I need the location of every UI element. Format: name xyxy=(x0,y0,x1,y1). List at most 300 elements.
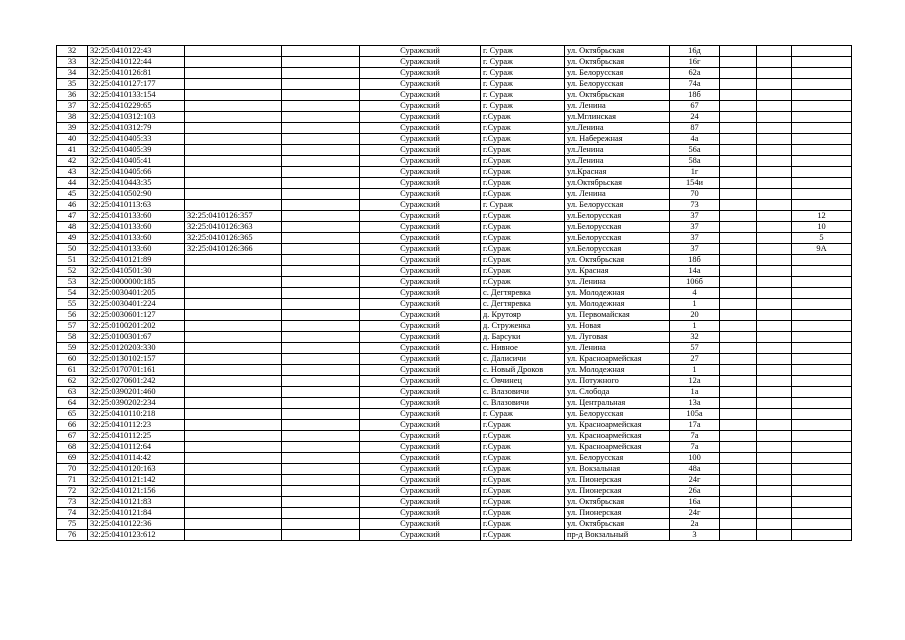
settlement-cell: г.Сураж xyxy=(481,167,565,178)
street-cell: ул.Белорусская xyxy=(565,244,670,255)
related-cadastral-cell xyxy=(185,123,282,134)
related-cadastral-cell xyxy=(185,200,282,211)
extra-cell-1 xyxy=(720,244,757,255)
street-cell: ул. Октябрьская xyxy=(565,46,670,57)
related-cadastral-cell xyxy=(185,475,282,486)
house-number-cell: 37 xyxy=(670,211,720,222)
apartment-cell: 12 xyxy=(792,211,852,222)
extra-cell-1 xyxy=(720,68,757,79)
blank-cell xyxy=(282,244,360,255)
extra-cell-2 xyxy=(757,90,792,101)
district-cell: Суражский xyxy=(360,222,481,233)
apartment-cell xyxy=(792,453,852,464)
row-number-cell: 67 xyxy=(57,431,88,442)
street-cell: ул. Белорусская xyxy=(565,200,670,211)
extra-cell-1 xyxy=(720,189,757,200)
settlement-cell: д. Барсуки xyxy=(481,332,565,343)
apartment-cell xyxy=(792,255,852,266)
table-row xyxy=(57,189,852,200)
cadastral-number-cell: 32:25:0410405:39 xyxy=(88,145,185,156)
apartment-cell xyxy=(792,530,852,541)
house-number-cell: 2а xyxy=(670,519,720,530)
cadastral-number-cell: 32:25:0410121:142 xyxy=(88,475,185,486)
table-row xyxy=(57,420,852,431)
house-number-cell: 13а xyxy=(670,398,720,409)
settlement-cell: д. Струженка xyxy=(481,321,565,332)
extra-cell-2 xyxy=(757,497,792,508)
related-cadastral-cell xyxy=(185,255,282,266)
house-number-cell: 100 xyxy=(670,453,720,464)
house-number-cell: 37 xyxy=(670,244,720,255)
cadastral-number-cell: 32:25:0410405:33 xyxy=(88,134,185,145)
blank-cell xyxy=(282,519,360,530)
street-cell: ул. Октябрьская xyxy=(565,90,670,101)
settlement-cell: г.Сураж xyxy=(481,255,565,266)
row-number-cell: 50 xyxy=(57,244,88,255)
row-number-cell: 56 xyxy=(57,310,88,321)
street-cell: ул. Октябрьская xyxy=(565,519,670,530)
cadastral-number-cell: 32:25:0120203:330 xyxy=(88,343,185,354)
cadastral-number-cell: 32:25:0270601:242 xyxy=(88,376,185,387)
street-cell: ул. Октябрьская xyxy=(565,497,670,508)
cadastral-number-cell: 32:25:0410120:163 xyxy=(88,464,185,475)
district-cell: Суражский xyxy=(360,530,481,541)
apartment-cell xyxy=(792,332,852,343)
settlement-cell: с. Дегтяревка xyxy=(481,288,565,299)
apartment-cell xyxy=(792,189,852,200)
row-number-cell: 61 xyxy=(57,365,88,376)
related-cadastral-cell xyxy=(185,530,282,541)
row-number-cell: 51 xyxy=(57,255,88,266)
extra-cell-2 xyxy=(757,332,792,343)
table-row xyxy=(57,409,852,420)
table-row xyxy=(57,288,852,299)
street-cell: ул. Молодежная xyxy=(565,365,670,376)
cadastral-number-cell: 32:25:0410405:66 xyxy=(88,167,185,178)
street-cell: ул. Белорусская xyxy=(565,453,670,464)
settlement-cell: г.Сураж xyxy=(481,508,565,519)
district-cell: Суражский xyxy=(360,387,481,398)
apartment-cell xyxy=(792,277,852,288)
settlement-cell: с. Новый Дроков xyxy=(481,365,565,376)
related-cadastral-cell xyxy=(185,398,282,409)
extra-cell-2 xyxy=(757,486,792,497)
blank-cell xyxy=(282,530,360,541)
extra-cell-1 xyxy=(720,486,757,497)
extra-cell-1 xyxy=(720,321,757,332)
blank-cell xyxy=(282,398,360,409)
district-cell: Суражский xyxy=(360,68,481,79)
table-row xyxy=(57,68,852,79)
district-cell: Суражский xyxy=(360,442,481,453)
blank-cell xyxy=(282,442,360,453)
blank-cell xyxy=(282,497,360,508)
apartment-cell xyxy=(792,46,852,57)
apartment-cell xyxy=(792,519,852,530)
house-number-cell: 74а xyxy=(670,79,720,90)
settlement-cell: г.Сураж xyxy=(481,211,565,222)
apartment-cell xyxy=(792,343,852,354)
house-number-cell: 7а xyxy=(670,442,720,453)
extra-cell-2 xyxy=(757,519,792,530)
street-cell: ул. Молодежная xyxy=(565,288,670,299)
house-number-cell: 24г xyxy=(670,508,720,519)
settlement-cell: г. Сураж xyxy=(481,409,565,420)
related-cadastral-cell: 32:25:0410126:363 xyxy=(185,222,282,233)
blank-cell xyxy=(282,233,360,244)
extra-cell-1 xyxy=(720,288,757,299)
district-cell: Суражский xyxy=(360,90,481,101)
district-cell: Суражский xyxy=(360,57,481,68)
apartment-cell xyxy=(792,442,852,453)
table-row xyxy=(57,112,852,123)
row-number-cell: 69 xyxy=(57,453,88,464)
district-cell: Суражский xyxy=(360,508,481,519)
table-row xyxy=(57,222,852,233)
street-cell: ул.Белорусская xyxy=(565,211,670,222)
extra-cell-2 xyxy=(757,530,792,541)
related-cadastral-cell xyxy=(185,420,282,431)
row-number-cell: 73 xyxy=(57,497,88,508)
row-number-cell: 58 xyxy=(57,332,88,343)
extra-cell-2 xyxy=(757,167,792,178)
table-row xyxy=(57,255,852,266)
extra-cell-1 xyxy=(720,266,757,277)
district-cell: Суражский xyxy=(360,244,481,255)
blank-cell xyxy=(282,288,360,299)
related-cadastral-cell xyxy=(185,101,282,112)
blank-cell xyxy=(282,145,360,156)
apartment-cell xyxy=(792,464,852,475)
cadastral-number-cell: 32:25:0390201:460 xyxy=(88,387,185,398)
related-cadastral-cell xyxy=(185,57,282,68)
district-cell: Суражский xyxy=(360,233,481,244)
table-row xyxy=(57,387,852,398)
settlement-cell: г. Сураж xyxy=(481,90,565,101)
row-number-cell: 68 xyxy=(57,442,88,453)
row-number-cell: 39 xyxy=(57,123,88,134)
house-number-cell: 16г xyxy=(670,57,720,68)
blank-cell xyxy=(282,343,360,354)
row-number-cell: 71 xyxy=(57,475,88,486)
apartment-cell xyxy=(792,145,852,156)
cadastral-number-cell: 32:25:0410122:43 xyxy=(88,46,185,57)
related-cadastral-cell xyxy=(185,376,282,387)
extra-cell-2 xyxy=(757,354,792,365)
blank-cell xyxy=(282,167,360,178)
cadastral-number-cell: 32:25:0410121:83 xyxy=(88,497,185,508)
apartment-cell xyxy=(792,321,852,332)
related-cadastral-cell xyxy=(185,409,282,420)
row-number-cell: 41 xyxy=(57,145,88,156)
row-number-cell: 33 xyxy=(57,57,88,68)
settlement-cell: г.Сураж xyxy=(481,156,565,167)
apartment-cell xyxy=(792,497,852,508)
extra-cell-1 xyxy=(720,431,757,442)
house-number-cell: 48а xyxy=(670,464,720,475)
district-cell: Суражский xyxy=(360,475,481,486)
related-cadastral-cell xyxy=(185,343,282,354)
blank-cell xyxy=(282,310,360,321)
cadastral-number-cell: 32:25:0000000:185 xyxy=(88,277,185,288)
settlement-cell: г.Сураж xyxy=(481,486,565,497)
extra-cell-1 xyxy=(720,530,757,541)
table-row xyxy=(57,442,852,453)
house-number-cell: 3 xyxy=(670,530,720,541)
cadastral-number-cell: 32:25:0410123:612 xyxy=(88,530,185,541)
extra-cell-1 xyxy=(720,442,757,453)
extra-cell-2 xyxy=(757,200,792,211)
row-number-cell: 70 xyxy=(57,464,88,475)
cadastral-number-cell: 32:25:0410110:218 xyxy=(88,409,185,420)
row-number-cell: 57 xyxy=(57,321,88,332)
extra-cell-1 xyxy=(720,233,757,244)
settlement-cell: г. Сураж xyxy=(481,57,565,68)
table-row xyxy=(57,46,852,57)
district-cell: Суражский xyxy=(360,211,481,222)
district-cell: Суражский xyxy=(360,343,481,354)
related-cadastral-cell xyxy=(185,178,282,189)
extra-cell-1 xyxy=(720,222,757,233)
house-number-cell: 24г xyxy=(670,475,720,486)
blank-cell xyxy=(282,123,360,134)
apartment-cell xyxy=(792,376,852,387)
row-number-cell: 36 xyxy=(57,90,88,101)
extra-cell-2 xyxy=(757,409,792,420)
blank-cell xyxy=(282,189,360,200)
apartment-cell xyxy=(792,486,852,497)
extra-cell-1 xyxy=(720,464,757,475)
cadastral-number-cell: 32:25:0410443:35 xyxy=(88,178,185,189)
apartment-cell: 5 xyxy=(792,233,852,244)
row-number-cell: 72 xyxy=(57,486,88,497)
apartment-cell xyxy=(792,299,852,310)
house-number-cell: 87 xyxy=(670,123,720,134)
street-cell: ул. Вокзальная xyxy=(565,464,670,475)
cadastral-number-cell: 32:25:0410133:60 xyxy=(88,233,185,244)
table-row xyxy=(57,134,852,145)
extra-cell-2 xyxy=(757,431,792,442)
blank-cell xyxy=(282,277,360,288)
related-cadastral-cell xyxy=(185,387,282,398)
row-number-cell: 52 xyxy=(57,266,88,277)
extra-cell-1 xyxy=(720,90,757,101)
house-number-cell: 1а xyxy=(670,387,720,398)
apartment-cell xyxy=(792,57,852,68)
district-cell: Суражский xyxy=(360,365,481,376)
row-number-cell: 44 xyxy=(57,178,88,189)
apartment-cell xyxy=(792,200,852,211)
cadastral-number-cell: 32:25:0170701:161 xyxy=(88,365,185,376)
cadastral-number-cell: 32:25:0100201:202 xyxy=(88,321,185,332)
blank-cell xyxy=(282,420,360,431)
extra-cell-2 xyxy=(757,453,792,464)
district-cell: Суражский xyxy=(360,101,481,112)
blank-cell xyxy=(282,299,360,310)
district-cell: Суражский xyxy=(360,266,481,277)
table-row xyxy=(57,497,852,508)
street-cell: ул. Красноармейская xyxy=(565,354,670,365)
related-cadastral-cell xyxy=(185,299,282,310)
apartment-cell xyxy=(792,134,852,145)
street-cell: ул. Белорусская xyxy=(565,79,670,90)
table-row xyxy=(57,530,852,541)
blank-cell xyxy=(282,475,360,486)
apartment-cell xyxy=(792,90,852,101)
blank-cell xyxy=(282,156,360,167)
blank-cell xyxy=(282,486,360,497)
extra-cell-2 xyxy=(757,365,792,376)
cadastral-number-cell: 32:25:0410133:60 xyxy=(88,211,185,222)
related-cadastral-cell xyxy=(185,266,282,277)
street-cell: ул. Луговая xyxy=(565,332,670,343)
cadastral-number-cell: 32:25:0410112:25 xyxy=(88,431,185,442)
table-row xyxy=(57,277,852,288)
table-row xyxy=(57,376,852,387)
extra-cell-1 xyxy=(720,211,757,222)
street-cell: ул. Потужного xyxy=(565,376,670,387)
settlement-cell: с. Влазовичи xyxy=(481,387,565,398)
related-cadastral-cell xyxy=(185,167,282,178)
settlement-cell: г. Сураж xyxy=(481,68,565,79)
district-cell: Суражский xyxy=(360,46,481,57)
street-cell: ул. Ленина xyxy=(565,189,670,200)
table-row xyxy=(57,431,852,442)
table-row xyxy=(57,211,852,222)
district-cell: Суражский xyxy=(360,288,481,299)
row-number-cell: 35 xyxy=(57,79,88,90)
cadastral-number-cell: 32:25:0390202:234 xyxy=(88,398,185,409)
extra-cell-2 xyxy=(757,420,792,431)
extra-cell-1 xyxy=(720,134,757,145)
cadastral-number-cell: 32:25:0410312:103 xyxy=(88,112,185,123)
blank-cell xyxy=(282,409,360,420)
district-cell: Суражский xyxy=(360,167,481,178)
settlement-cell: г.Сураж xyxy=(481,134,565,145)
house-number-cell: 7а xyxy=(670,431,720,442)
related-cadastral-cell: 32:25:0410126:365 xyxy=(185,233,282,244)
district-cell: Суражский xyxy=(360,112,481,123)
row-number-cell: 47 xyxy=(57,211,88,222)
table-row xyxy=(57,332,852,343)
street-cell: ул. Пионерская xyxy=(565,486,670,497)
related-cadastral-cell xyxy=(185,354,282,365)
extra-cell-2 xyxy=(757,123,792,134)
blank-cell xyxy=(282,101,360,112)
settlement-cell: г.Сураж xyxy=(481,431,565,442)
house-number-cell: 37 xyxy=(670,222,720,233)
district-cell: Суражский xyxy=(360,178,481,189)
extra-cell-1 xyxy=(720,343,757,354)
extra-cell-1 xyxy=(720,156,757,167)
house-number-cell: 56а xyxy=(670,145,720,156)
extra-cell-2 xyxy=(757,299,792,310)
district-cell: Суражский xyxy=(360,519,481,530)
row-number-cell: 37 xyxy=(57,101,88,112)
row-number-cell: 38 xyxy=(57,112,88,123)
extra-cell-1 xyxy=(720,101,757,112)
extra-cell-1 xyxy=(720,398,757,409)
street-cell: ул. Белорусская xyxy=(565,68,670,79)
related-cadastral-cell xyxy=(185,365,282,376)
apartment-cell xyxy=(792,266,852,277)
extra-cell-1 xyxy=(720,310,757,321)
row-number-cell: 55 xyxy=(57,299,88,310)
blank-cell xyxy=(282,211,360,222)
house-number-cell: 58а xyxy=(670,156,720,167)
extra-cell-2 xyxy=(757,398,792,409)
street-cell: ул. Ленина xyxy=(565,343,670,354)
extra-cell-2 xyxy=(757,255,792,266)
blank-cell xyxy=(282,79,360,90)
blank-cell xyxy=(282,178,360,189)
apartment-cell xyxy=(792,508,852,519)
cadastral-number-cell: 32:25:0410126:81 xyxy=(88,68,185,79)
extra-cell-2 xyxy=(757,376,792,387)
row-number-cell: 54 xyxy=(57,288,88,299)
settlement-cell: с. Влазовичи xyxy=(481,398,565,409)
table-row xyxy=(57,90,852,101)
house-number-cell: 18б xyxy=(670,90,720,101)
extra-cell-2 xyxy=(757,508,792,519)
house-number-cell: 14а xyxy=(670,266,720,277)
extra-cell-2 xyxy=(757,156,792,167)
district-cell: Суражский xyxy=(360,255,481,266)
street-cell: ул.Ленина xyxy=(565,123,670,134)
street-cell: ул.Ленина xyxy=(565,156,670,167)
house-number-cell: 18б xyxy=(670,255,720,266)
house-number-cell: 32 xyxy=(670,332,720,343)
district-cell: Суражский xyxy=(360,332,481,343)
extra-cell-2 xyxy=(757,134,792,145)
district-cell: Суражский xyxy=(360,321,481,332)
district-cell: Суражский xyxy=(360,354,481,365)
related-cadastral-cell xyxy=(185,464,282,475)
blank-cell xyxy=(282,266,360,277)
table-row xyxy=(57,79,852,90)
street-cell: ул.Октябрьская xyxy=(565,178,670,189)
cadastral-number-cell: 32:25:0030601:127 xyxy=(88,310,185,321)
apartment-cell xyxy=(792,167,852,178)
extra-cell-1 xyxy=(720,112,757,123)
table-row xyxy=(57,266,852,277)
house-number-cell: 70 xyxy=(670,189,720,200)
table-row xyxy=(57,475,852,486)
cadastral-number-cell: 32:25:0410112:64 xyxy=(88,442,185,453)
blank-cell xyxy=(282,134,360,145)
district-cell: Суражский xyxy=(360,299,481,310)
extra-cell-2 xyxy=(757,222,792,233)
extra-cell-1 xyxy=(720,376,757,387)
district-cell: Суражский xyxy=(360,79,481,90)
district-cell: Суражский xyxy=(360,277,481,288)
district-cell: Суражский xyxy=(360,134,481,145)
table-row xyxy=(57,299,852,310)
street-cell: ул. Красноармейская xyxy=(565,420,670,431)
street-cell: ул.Белорусская xyxy=(565,222,670,233)
apartment-cell xyxy=(792,68,852,79)
related-cadastral-cell xyxy=(185,112,282,123)
cadastral-number-cell: 32:25:0410121:84 xyxy=(88,508,185,519)
blank-cell xyxy=(282,112,360,123)
related-cadastral-cell xyxy=(185,332,282,343)
settlement-cell: г.Сураж xyxy=(481,442,565,453)
district-cell: Суражский xyxy=(360,200,481,211)
table-row xyxy=(57,200,852,211)
extra-cell-2 xyxy=(757,464,792,475)
extra-cell-2 xyxy=(757,178,792,189)
related-cadastral-cell xyxy=(185,145,282,156)
